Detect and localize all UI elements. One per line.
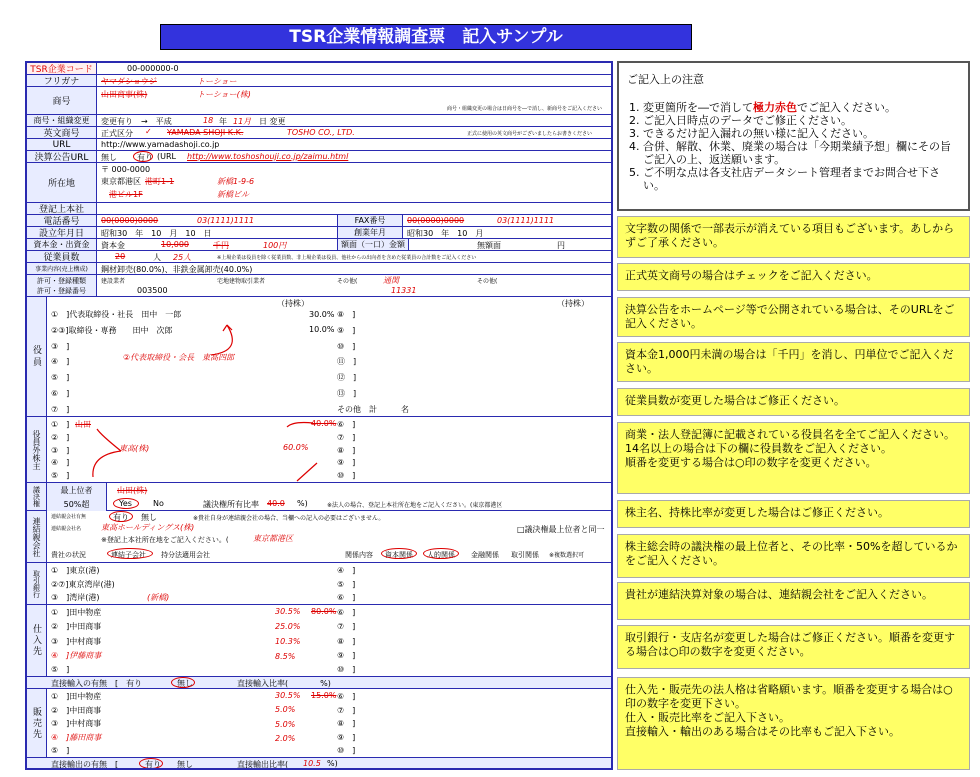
shiire-pct-3[interactable]: 10.3%: [275, 637, 301, 646]
hint-card-9: 貴社が連結決算対象の場合は、連結親会社をご記入ください。: [617, 582, 970, 620]
yakuin-left-2[interactable]: ②③]取締役・専務 田中 次郎: [51, 325, 173, 335]
kabunushi-pct-old: 40.0%: [311, 419, 337, 428]
capital-label: 資本金・出資金: [27, 239, 97, 250]
renketsu-rel4[interactable]: 取引関係: [511, 551, 539, 559]
giketsu-yes-circle: [113, 498, 139, 509]
import-ratio[interactable]: 直接輸入比率( %): [237, 679, 331, 688]
hanbai-row-9[interactable]: ⑨ ]: [337, 732, 356, 742]
bank-label: 取引銀行: [27, 563, 47, 604]
row-shogo-change: [27, 115, 611, 127]
kabunushi-left-1[interactable]: ① ]: [51, 420, 70, 429]
employees-new[interactable]: 25人: [173, 253, 192, 262]
shiire-pct-1[interactable]: 30.5%: [275, 607, 301, 616]
license-number[interactable]: 003500: [137, 286, 168, 295]
kabunushi-right-9[interactable]: ⑨ ]: [337, 458, 356, 468]
giketsu-ratio-unit: %): [297, 499, 308, 508]
shiire-pct-4[interactable]: 8.5%: [275, 652, 296, 661]
kessan-url-prefix: (URL: [157, 152, 176, 161]
address-zip[interactable]: 〒 000-0000: [101, 165, 151, 174]
yakuin-right-12[interactable]: ⑫ ]: [337, 373, 357, 383]
hint-card-8: 株主総会時の議決権の最上位者と、その比率・50%を超しているかをご記入ください。: [617, 534, 970, 578]
capital-old: 10,000: [161, 240, 189, 249]
shiire-label: 仕入先: [27, 605, 47, 676]
kessan-none[interactable]: 無し: [101, 153, 117, 162]
giketsu-note: ※法人の場合、登記上本社所在地をご記入ください。(東京都港区: [327, 502, 503, 509]
address-line1[interactable]: 東京都港区: [101, 177, 141, 186]
license-number-label: 許可・登録番号: [37, 287, 86, 295]
hint-card-6: 商業・法人登記簿に記載されている役員名を全てご記入ください。 14名以上の場合は下の欄に役員数をご記入ください。 順番を変更する場合は○印の数字を変更ください。: [617, 422, 970, 494]
kabunushi-label: 役員外株主: [27, 417, 47, 482]
yakuin-pct-1[interactable]: 30.0%: [309, 310, 335, 319]
renketsu-addr[interactable]: 東京都港区: [253, 534, 293, 543]
bank-row-1[interactable]: ① ]東京(港): [51, 566, 100, 575]
license-k1: 建設業者: [101, 278, 126, 285]
row-tel: [27, 215, 611, 227]
kabunushi-old: 山田: [75, 420, 91, 429]
address-new1[interactable]: 新橋1-9-6: [217, 177, 255, 186]
business-label: 事業内容(売上構成): [27, 263, 97, 274]
employees-unit: 人: [153, 253, 161, 262]
yakuin-left-7[interactable]: ⑦ ]: [51, 404, 70, 414]
address-old1: 港町1-1: [145, 177, 175, 186]
license-k3-value[interactable]: 通関: [383, 276, 399, 285]
yakuin-left-1[interactable]: ① ]代表取締役・社長 田中 一郎: [51, 310, 182, 319]
section-yakuin: [27, 297, 611, 417]
capital-old-unit: 千円: [213, 241, 229, 250]
gaku-unit: 円: [557, 241, 565, 250]
row-furigana: [27, 75, 611, 87]
row-url: [27, 139, 611, 151]
shiire-row-9[interactable]: ⑨ ]: [337, 650, 356, 660]
kabunushi-right-8[interactable]: ⑧ ]: [337, 445, 356, 455]
renketsu-rel2-circle: [423, 548, 459, 559]
shogo-change-year[interactable]: 18: [203, 116, 214, 125]
notes-item-2: 2. ご記入日時点のデータでご修正ください。: [643, 114, 960, 127]
row-business: [27, 263, 611, 275]
renketsu-rel3[interactable]: 金融関係: [471, 551, 499, 559]
english-check[interactable]: ✓: [145, 127, 152, 136]
url-label: URL: [27, 139, 97, 150]
shiire-row-1[interactable]: ① ]田中物産: [51, 608, 102, 617]
license-k4: その他(: [477, 278, 498, 285]
shogo-old: 山田商事(株): [101, 90, 148, 99]
section-giketsu: [27, 483, 611, 511]
shogo-note: 商号・組織変更の場合は日商号を―で消し、新商号をご記入ください: [447, 106, 603, 112]
furigana-label: フリガナ: [27, 75, 97, 86]
section-renketsu: [27, 511, 611, 563]
hint-card-11: 仕入先・販売先の法人格は省略願います。順番を変更する場合は○印の数字を変更下さい。 仕入・販売比率をご記入下さい。 直接輸入・輸出のある場合はその比率もご記入下さい。: [617, 677, 970, 770]
fax-label: FAX番号: [337, 215, 403, 226]
bank-left-list: [51, 565, 115, 603]
row-import: [27, 677, 611, 689]
kabunushi-right-list: [337, 419, 355, 481]
giketsu-label: 議決権: [27, 483, 47, 510]
hanbai-old-pct: 15.0%: [311, 691, 337, 700]
shiire-row-3[interactable]: ③ ]中村商事: [51, 636, 102, 646]
row-english: [27, 127, 611, 139]
yakuin-right-11[interactable]: ⑪ ]: [337, 357, 357, 367]
section-kabunushi: [27, 417, 611, 483]
hanbai-pct-list: [275, 691, 300, 743]
english-new[interactable]: TOSHO CO., LTD.: [287, 128, 355, 137]
hanbai-pct-3[interactable]: 5.0%: [275, 719, 296, 729]
export-ratio-label: 直接輸出比率(: [237, 760, 289, 769]
tsr-code-value[interactable]: 00-000000-0: [127, 64, 179, 73]
notes-item-3: 3. できるだけ記入漏れの無い様に記入ください。: [643, 127, 960, 140]
license-type-label: 許可・登録種類: [37, 277, 86, 285]
shiire-row-10[interactable]: ⑩ ]: [337, 665, 356, 674]
hanbai-row-2[interactable]: ② ]中田商事: [51, 705, 102, 715]
shiire-pct-list: [275, 607, 300, 661]
shiire-row-8[interactable]: ⑧ ]: [337, 636, 356, 646]
renketsu-status[interactable]: 連結子会社: [111, 551, 146, 559]
english-note: 正式に使用の英文商号がございましたらお書きください: [467, 131, 593, 137]
yakuin-right-10[interactable]: ⑩ ]: [337, 341, 356, 351]
english-old: YAMADA SHOJI K.K.: [167, 128, 244, 137]
yakuin-pct-2[interactable]: 10.0%: [309, 325, 335, 334]
tel-label: 電話番号: [27, 215, 97, 226]
row-founded: [27, 227, 611, 239]
yakuin-left-6[interactable]: ⑥ ]: [51, 389, 70, 399]
shiire-row-5[interactable]: ⑤ ]: [51, 665, 70, 674]
renketsu-relation-label: 関係内容: [345, 551, 373, 559]
yakuin-label: 役員: [27, 297, 47, 416]
notes-item-5: 5. ご不明な点は各支社店データシート管理者までお問合せ下さい。: [643, 166, 960, 192]
kabunushi-right-7[interactable]: ⑦ ]: [337, 432, 356, 442]
giketsu-no[interactable]: No: [153, 499, 164, 508]
shogo-change-tail: 日 変更: [259, 117, 286, 126]
renketsu-name[interactable]: 東高ホールディングス(株): [101, 523, 195, 532]
kessan-yes[interactable]: 有り: [137, 153, 153, 162]
renketsu-rel-note: ※複数選択可: [549, 552, 585, 559]
capital-new[interactable]: 100円: [263, 241, 287, 250]
row-capital: [27, 239, 611, 251]
shiire-row-2[interactable]: ② ]中田商事: [51, 622, 102, 632]
shogo-label: 商号: [27, 87, 97, 114]
hint-card-7: 株主名、持株比率が変更した場合はご修正ください。: [617, 500, 970, 528]
license-k3: その他(: [337, 278, 358, 285]
kabunushi-pct[interactable]: 60.0%: [283, 443, 309, 452]
export-ratio-unit: %): [327, 759, 338, 768]
address-new2[interactable]: 新橋ビル: [217, 190, 249, 199]
kabunushi-note: 東高(株): [119, 444, 150, 453]
renketsu-rel1-circle: [381, 548, 417, 559]
renketsu-no[interactable]: 無し: [141, 513, 157, 522]
shogo-change-month[interactable]: 11月: [233, 117, 252, 126]
renketsu-note1: ※貴社自身が連結親会社の場合、当欄への記入の必要はございません。: [193, 515, 385, 522]
hint-card-5: 従業員数が変更した場合はご修正ください。: [617, 388, 970, 416]
renketsu-yes-circle: [109, 511, 133, 522]
row-shogo: [27, 87, 611, 115]
english-label: 英文商号: [27, 127, 97, 138]
furigana-new[interactable]: トーショー: [197, 77, 237, 86]
kabunushi-arrow-icon: [87, 425, 123, 481]
kabunushi-arrow2-icon: [277, 419, 337, 483]
renketsu-rel1[interactable]: 資本関係: [385, 551, 413, 559]
kessan-url[interactable]: http://www.toshoshouji.co.jp/zaimu.html: [187, 152, 349, 161]
license-k2: 宅地建物取引業者: [217, 278, 266, 285]
yakuin-total[interactable]: その他 計 名: [337, 404, 409, 414]
bank-row-6[interactable]: ⑥ ]: [337, 593, 356, 602]
hint-card-1: 文字数の関係で一部表示が消えている項目もございます。あしからずご了承ください。: [617, 216, 970, 258]
row-kessan: [27, 151, 611, 163]
kabunushi-left-4[interactable]: ④ ]: [51, 458, 70, 468]
shiire-row-6[interactable]: ⑥ ]: [337, 608, 356, 617]
giketsu-50-label: 50%超: [47, 497, 107, 511]
license-number2[interactable]: 11331: [391, 286, 417, 295]
notes-heading: ご記入上の注意: [627, 73, 704, 86]
fax-new[interactable]: 03(1111)1111: [497, 216, 555, 225]
hanbai-row-7[interactable]: ⑦ ]: [337, 705, 356, 715]
page-title: TSR企業情報調査票 記入サンプル: [160, 24, 692, 50]
business-value[interactable]: 鋼材卸売(80.0%)、非鉄金属卸売(40.0%): [101, 265, 253, 274]
row-employees: [27, 251, 611, 263]
hanbai-left-list: [51, 691, 101, 756]
hanbai-row-1[interactable]: ① ]田中物産: [51, 692, 102, 701]
tel-new[interactable]: 03(1111)1111: [197, 216, 255, 225]
gaku-value[interactable]: 無額面: [477, 241, 501, 250]
capital-prefix: 資本金: [101, 241, 125, 250]
tsr-code-label: TSR企業コード: [27, 63, 97, 74]
bank-row-2[interactable]: ②⑦]東京湾岸(港): [51, 579, 115, 589]
kessan-yes-circle: [133, 151, 153, 162]
yakuin-right-8[interactable]: ⑧ ]: [337, 310, 356, 319]
address-old2: 港ビル1F: [109, 190, 143, 199]
renketsu-label: 連結親会社: [27, 511, 47, 562]
kabunushi-left-5[interactable]: ⑤ ]: [51, 471, 70, 480]
employees-label: 従業員数: [27, 251, 97, 262]
bank-row-4[interactable]: ④ ]: [337, 566, 356, 575]
yakuin-right-9[interactable]: ⑨ ]: [337, 325, 356, 335]
import-label: 直接輸入の有無 [ 有り: [51, 679, 143, 688]
sogyo-label: 創業年月: [337, 227, 403, 238]
export-ratio-value[interactable]: 10.5: [303, 759, 321, 768]
kabunushi-left-3[interactable]: ③ ]: [51, 445, 70, 455]
bank-new3[interactable]: (新橋): [147, 593, 170, 602]
export-yes[interactable]: 有り: [145, 760, 161, 769]
renketsu-status-label: 貴社の状況: [51, 551, 86, 559]
renketsu-sub2: 連結親会社名: [51, 526, 82, 532]
shiire-row-4[interactable]: ④ ]伊藤商事: [51, 650, 102, 660]
notes-item-1-pre: 変更箇所を―で消して: [643, 101, 753, 114]
import-none-circle: [171, 677, 195, 688]
section-bank: [27, 563, 611, 605]
fax-old: 00(0000)0000: [407, 216, 465, 225]
hint-card-10: 取引銀行・支店名が変更した場合はご修正ください。順番を変更する場合は○印の数字を変更ください。: [617, 625, 970, 669]
shogo-change-text: 変更有り → 平成: [101, 117, 172, 126]
notes-item-1: [643, 101, 960, 114]
section-hanbai: [27, 689, 611, 758]
kabunushi-left-list: [51, 419, 69, 481]
notes-panel: [617, 61, 970, 211]
bank-right-list: [337, 565, 355, 603]
yakuin-left-5[interactable]: ⑤ ]: [51, 373, 70, 383]
renketsu-rel2[interactable]: 人的関係: [427, 551, 455, 559]
kabunushi-right-10[interactable]: ⑩ ]: [337, 471, 356, 480]
yakuin-arrow-icon: [207, 321, 247, 357]
founded-value[interactable]: 昭和30 年 10 月 10 日: [101, 229, 212, 238]
hanbai-label: 販売先: [27, 689, 47, 757]
notes-item-1-highlight: 極力赤色: [753, 101, 797, 114]
sogyo-value[interactable]: 昭和30 年 10 月: [407, 229, 484, 238]
renketsu-check[interactable]: □議決権最上位者と同一: [517, 525, 605, 534]
gaku-label: 額面（一口）金額: [337, 239, 409, 250]
toki-label: 登記上本社: [27, 203, 97, 214]
shiire-left-list: [51, 607, 101, 675]
renketsu-status-circle: [107, 548, 153, 559]
hint-card-4: 資本金1,000円未満の場合は「千円」を消し、円単位でご記入ください。: [617, 342, 970, 382]
hanbai-row-10[interactable]: ⑩ ]: [337, 746, 356, 755]
giketsu-top-old: 山田(株): [117, 486, 148, 495]
notes-item-1-post: でご記入ください。: [797, 101, 896, 114]
survey-form: [25, 61, 613, 770]
hint-card-2: 正式英文商号の場合はチェックをご記入ください。: [617, 263, 970, 291]
shogo-change-label: 商号・組織変更: [27, 115, 97, 126]
hanbai-row-8[interactable]: ⑧ ]: [337, 719, 356, 728]
tel-old: 00(0000)0000: [101, 216, 159, 225]
kabunushi-right-6[interactable]: ⑥ ]: [337, 420, 356, 429]
shogo-new[interactable]: トーショー(株): [197, 90, 251, 99]
kessan-label: 決算公告URL: [27, 151, 97, 162]
license-labels: [27, 275, 97, 296]
shiire-right-list: [337, 607, 355, 675]
address-label: 所在地: [27, 163, 97, 202]
row-tsr-code: [27, 63, 611, 75]
section-shiire: [27, 605, 611, 677]
renketsu-addr-note: ※登記上本社所在地をご記入ください。(: [101, 536, 229, 544]
hanbai-row-6[interactable]: ⑥ ]: [337, 692, 356, 701]
hint-card-3: 決算公告をホームページ等で公開されている場合は、そのURLをご記入ください。: [617, 297, 970, 337]
export-none[interactable]: 無し: [177, 760, 193, 769]
giketsu-yes[interactable]: Yes: [119, 499, 132, 508]
hanbai-right-list: [337, 691, 355, 756]
yakuin-right-13[interactable]: ⑬ ]: [337, 389, 357, 399]
yakuin-right-list: [337, 309, 537, 415]
renketsu-yes[interactable]: 有り: [113, 513, 129, 522]
giketsu-ratio-label: 議決権所有比率: [203, 500, 259, 509]
import-none[interactable]: 無し: [177, 679, 193, 688]
employees-note: ※上場企業は役員を除く従業員数、非上場企業は役員、他社からの出向者を含めた従業員の合計数をご記入ください: [217, 255, 477, 261]
kabunushi-left-2[interactable]: ② ]: [51, 432, 70, 442]
row-address: [27, 163, 611, 203]
shogo-change-year-unit: 年: [219, 117, 227, 126]
url-value[interactable]: http://www.yamadashoji.co.jp: [101, 140, 220, 149]
employees-old: 20: [115, 252, 126, 261]
notes-item-4: 4. 合併、解散、休業、廃業の場合は「今期業績予想」欄にその旨ご記入の上、返送願います。: [643, 140, 960, 166]
hanbai-row-3[interactable]: ③ ]中村商事: [51, 719, 102, 728]
english-prefix: 正式区分: [101, 129, 133, 138]
yakuin-left-3[interactable]: ③ ]: [51, 341, 70, 351]
giketsu-ratio-old: 40.0: [267, 499, 285, 508]
shiire-pct-2[interactable]: 25.0%: [275, 622, 301, 631]
hanbai-pct-4[interactable]: 2.0%: [275, 733, 296, 743]
hanbai-row-5[interactable]: ⑤ ]: [51, 746, 70, 755]
furigana-old: ヤマダショウジ: [101, 77, 157, 86]
row-license: [27, 275, 611, 297]
row-toki: [27, 203, 611, 215]
row-export: [27, 758, 611, 770]
renketsu-status2[interactable]: 持分法適用会社: [161, 551, 210, 559]
renketsu-sub1: 連結親会社有無: [51, 514, 87, 520]
giketsu-top-label: 最上位者: [47, 483, 107, 497]
yakuin-header: （持株）: [277, 299, 309, 308]
hanbai-pct-2[interactable]: 5.0%: [275, 705, 296, 715]
yakuin-left-4[interactable]: ④ ]: [51, 357, 70, 367]
yakuin-header-right: （持株）: [557, 299, 589, 308]
shiire-row-7[interactable]: ⑦ ]: [337, 622, 356, 632]
hanbai-row-4[interactable]: ④ ]藤田商事: [51, 732, 102, 742]
shiire-old-pct: 80.0%: [311, 607, 337, 616]
export-yes-circle: [139, 758, 163, 769]
export-label: 直接輸出の有無 [: [51, 760, 119, 769]
founded-label: 設立年月日: [27, 227, 97, 238]
bank-row-5[interactable]: ⑤ ]: [337, 579, 356, 589]
yakuin-note: ②代表取締役・会長 東高四郎: [123, 353, 235, 362]
bank-row-3[interactable]: ③ ]湾岸(港): [51, 593, 100, 602]
hanbai-pct-1[interactable]: 30.5%: [275, 691, 301, 700]
notes-list: [643, 101, 960, 192]
